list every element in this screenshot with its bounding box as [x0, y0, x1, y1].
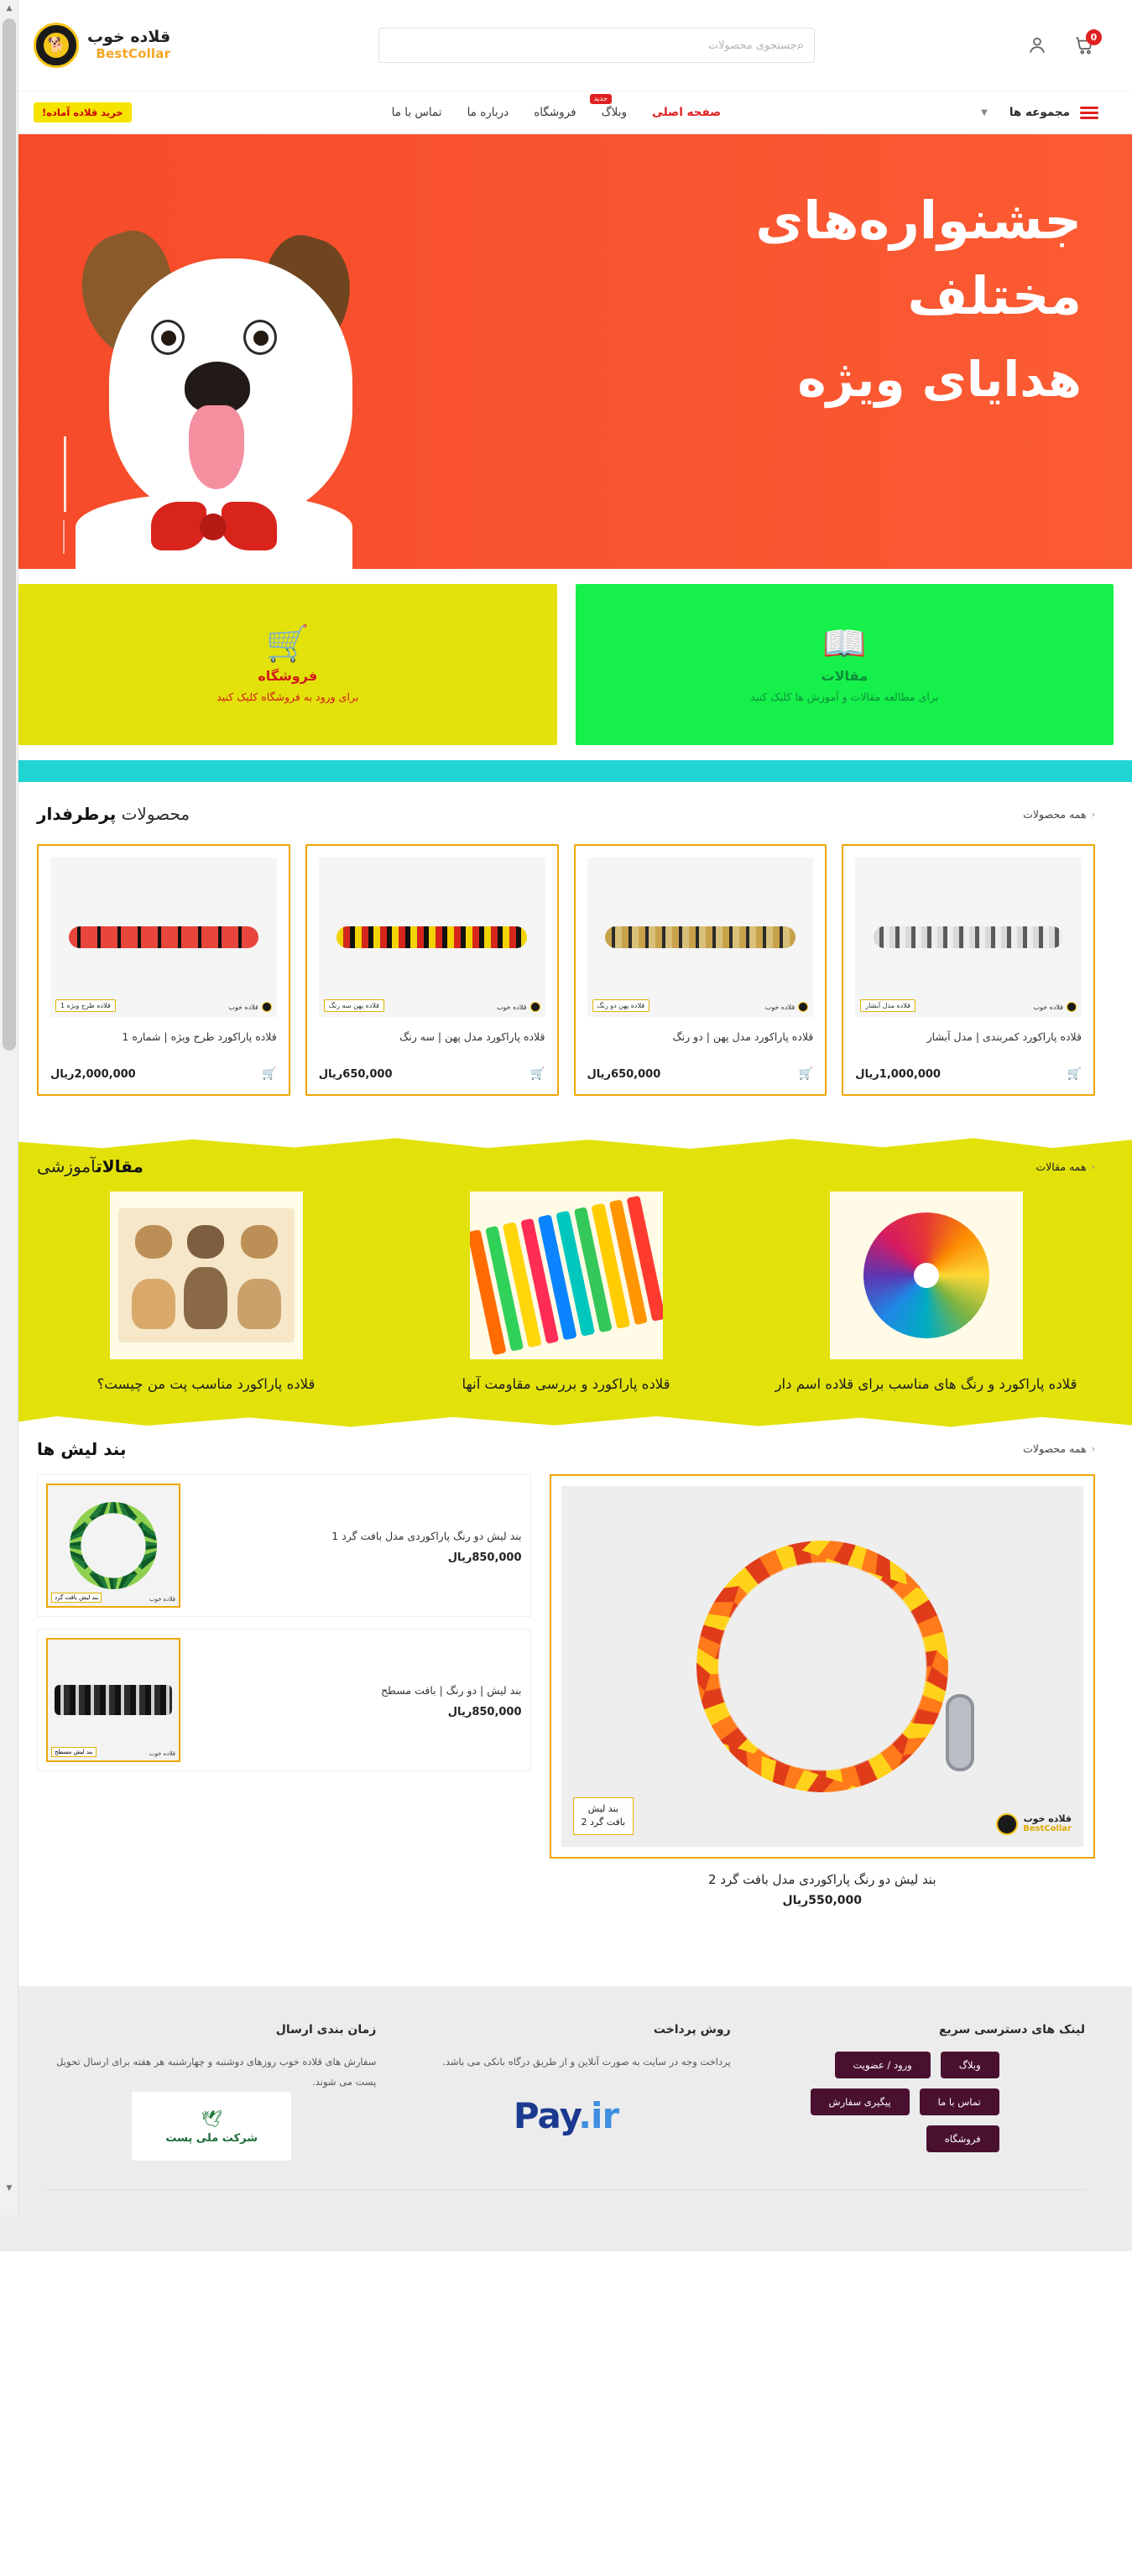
- quick-link-login[interactable]: ورود / عضویت: [835, 2052, 931, 2078]
- article-title: قلاده پاراکورد و بررسی مقاومت آنها: [462, 1376, 670, 1392]
- product-tag: قلاده پهن سه رنگ: [324, 999, 384, 1012]
- band-top-edge: [0, 1134, 1132, 1149]
- leash-featured-price: 550,000ریال: [782, 1893, 863, 1907]
- brand-name-fa: قلاده خوب: [87, 28, 171, 47]
- footer-bottom-bar: [47, 2189, 1085, 2228]
- main-navigation: [0, 91, 1132, 134]
- watermark-en: BestCollar: [1023, 1824, 1072, 1834]
- cyan-divider: [0, 760, 1132, 782]
- footer-curve: [0, 1958, 1132, 1986]
- hero-dog-image: [50, 175, 487, 569]
- see-all-articles-label: همه مقالات: [1035, 1160, 1087, 1173]
- user-icon: [1026, 34, 1048, 56]
- article-title: قلاده پاراکورد و رنگ های مناسب برای قلاده اسم دار: [775, 1376, 1077, 1392]
- scroll-up-icon[interactable]: ▲: [6, 4, 13, 13]
- leash-section-title: [37, 1439, 126, 1459]
- leash-tag-line2: بافت گرد 2: [581, 1817, 626, 1828]
- see-all-articles-link[interactable]: [1035, 1160, 1095, 1173]
- open-book-icon: 📖: [822, 623, 867, 664]
- payment-title: روش پرداخت: [653, 2022, 731, 2036]
- hero-line-2: مختلف: [907, 264, 1082, 326]
- add-to-cart-icon[interactable]: 🛒: [530, 1067, 545, 1081]
- chevron-left-icon: ‹: [1091, 808, 1095, 820]
- quick-link-blog[interactable]: وبلاگ: [941, 2052, 999, 2078]
- nav-new-badge: جدید: [590, 94, 613, 104]
- promo-articles-title: مقالات: [821, 668, 868, 684]
- product-name: قلاده پاراکورد مدل پهن | دو رنگ: [672, 1030, 814, 1043]
- dog-logo-icon: 🐕: [34, 23, 79, 68]
- leash-featured-caption: [550, 1872, 1095, 1907]
- leash-list-item[interactable]: [37, 1629, 531, 1771]
- dogs-illustration: [118, 1208, 295, 1343]
- leash-featured-image: [561, 1486, 1083, 1847]
- footer-shipping: [47, 2023, 376, 2161]
- product-card[interactable]: [305, 844, 559, 1096]
- see-all-products-link[interactable]: [1023, 808, 1095, 821]
- ready-collar-cta[interactable]: خرید قلاده آماده!: [34, 102, 132, 123]
- product-card[interactable]: [37, 844, 290, 1096]
- brand-logo-block[interactable]: [34, 23, 170, 68]
- quick-link-order-tracking[interactable]: پیگیری سفارش: [811, 2088, 910, 2115]
- article-image: [470, 1192, 663, 1359]
- quick-links-list: [756, 2052, 999, 2152]
- payir-logo[interactable]: [401, 2095, 730, 2136]
- product-price: 650,000ریال: [318, 1067, 393, 1081]
- quick-link-shop[interactable]: فروشگاه: [926, 2125, 999, 2152]
- shopping-cart-icon: 🛒: [265, 623, 310, 664]
- nav-item-blog-label: وبلاگ: [601, 106, 627, 119]
- product-watermark: قلاده خوب: [497, 1002, 540, 1012]
- leash-item-price: 850,000ریال: [447, 1706, 522, 1718]
- article-title: قلاده پاراکورد مناسب پت من چیست؟: [97, 1376, 316, 1392]
- articles-grid: [37, 1192, 1095, 1397]
- leash-item-watermark: قلاده خوب: [149, 1595, 175, 1603]
- product-card[interactable]: [574, 844, 827, 1096]
- promo-articles[interactable]: [576, 584, 1114, 745]
- mega-menu-button[interactable]: [981, 106, 1098, 119]
- hamburger-icon: [1080, 107, 1098, 119]
- add-to-cart-icon[interactable]: 🛒: [262, 1067, 277, 1081]
- article-card[interactable]: [757, 1192, 1095, 1397]
- black-flat-leash-graphic: [55, 1685, 172, 1715]
- account-button[interactable]: [1023, 31, 1051, 60]
- product-watermark: قلاده خوب: [765, 1002, 809, 1012]
- popular-title-bold: پرطرفدار: [37, 804, 117, 824]
- articles-title-bold: مقالات: [96, 1156, 143, 1176]
- cart-button[interactable]: [1070, 31, 1098, 60]
- leash-title-text: بند لیش ها: [37, 1438, 127, 1459]
- leash-item-name: بند لیش | دو رنگ | بافت مسطح: [380, 1683, 522, 1697]
- post-bird-icon: 🕊: [201, 2108, 222, 2129]
- footer-quick-links: [756, 2023, 1085, 2161]
- payir-logo-suffix: .ir: [578, 2095, 619, 2137]
- see-all-products-label: همه محصولات: [1023, 807, 1087, 821]
- post-logo-text: شرکت ملی پست: [165, 2131, 258, 2145]
- see-all-leash-link[interactable]: [1023, 1442, 1095, 1455]
- leash-clip-graphic: [946, 1694, 974, 1771]
- payir-logo-main: Pay: [513, 2095, 579, 2137]
- product-tag: قلاده پهن دو رنگ: [592, 999, 650, 1012]
- article-card[interactable]: [397, 1192, 735, 1397]
- leash-featured-frame: [550, 1474, 1095, 1859]
- leash-tag-line1: بند لیش: [587, 1802, 619, 1814]
- leash-item-tag: بند لیش مسطح: [51, 1747, 97, 1757]
- leash-featured-name: بند لیش دو رنگ پاراکوردی مدل بافت گرد 2: [708, 1871, 936, 1887]
- shipping-title: زمان بندی ارسال: [275, 2022, 377, 2036]
- leash-item-meta: [192, 1682, 522, 1718]
- product-grid: [0, 832, 1132, 1126]
- nav-item-shop[interactable]: فروشگاه: [534, 106, 576, 119]
- add-to-cart-icon[interactable]: 🛒: [798, 1067, 814, 1081]
- nav-item-blog[interactable]: [593, 95, 627, 119]
- popular-title-plain: محصولات: [116, 804, 190, 824]
- leash-featured-card[interactable]: [550, 1474, 1095, 1907]
- product-name: قلاده پاراکورد کمربندی | مدل آبشار: [926, 1030, 1082, 1043]
- leash-item-image: [46, 1638, 180, 1762]
- hero-text: [755, 183, 1082, 415]
- post-company-logo: [132, 2092, 291, 2161]
- chevron-left-icon: ‹: [1091, 1160, 1095, 1172]
- payment-text: پرداخت وجه در سایت به صورت آنلاین و از طریق درگاه بانکی می باشد.: [442, 2055, 731, 2068]
- quick-link-contact[interactable]: تماس با ما: [920, 2088, 999, 2115]
- promo-articles-subtitle: برای مطالعه مقالات و آموزش ها کلیک کنید: [750, 691, 939, 703]
- product-watermark: قلاده خوب: [1033, 1002, 1077, 1012]
- product-name: قلاده پاراکورد طرح ویژه | شماره 1: [122, 1030, 277, 1043]
- quick-links-title: لینک های دسترسی سریع: [938, 2022, 1085, 2036]
- see-all-leash-label: همه محصولات: [1023, 1442, 1087, 1456]
- brand-text: [87, 29, 170, 61]
- product-price: 2,000,000ریال: [50, 1067, 136, 1081]
- product-tag: قلاده طرح ویژه 1: [55, 999, 116, 1012]
- promo-shop-subtitle: برای ورود به فروشگاه کلیک کنید: [216, 691, 359, 703]
- product-watermark: قلاده خوب: [228, 1002, 272, 1012]
- leash-featured-watermark: [996, 1813, 1072, 1835]
- scroll-down-icon[interactable]: ▼: [6, 2184, 13, 2193]
- nav-item-contact[interactable]: تماس با ما: [391, 106, 442, 119]
- chevron-left-icon: ‹: [1091, 1443, 1095, 1455]
- hero-line-1: جشنواره‌های: [755, 190, 1082, 251]
- leash-featured-tag: [573, 1797, 634, 1835]
- brand-name-en: BestCollar: [96, 46, 171, 62]
- leash-item-price: 850,000ریال: [447, 1551, 522, 1564]
- product-price: 650,000ریال: [587, 1067, 661, 1081]
- nav-item-home[interactable]: صفحه اصلی: [652, 106, 722, 119]
- footer-columns: [47, 2023, 1085, 2161]
- product-card[interactable]: [842, 844, 1095, 1096]
- search-box[interactable]: [378, 28, 815, 63]
- cart-count-badge: 0: [1086, 29, 1102, 45]
- braided-leash-graphic: [664, 1508, 981, 1825]
- site-footer: [0, 1986, 1132, 2251]
- product-image: [319, 858, 545, 1017]
- popular-products-header: [0, 782, 1132, 832]
- color-wheel-graphic: [863, 1212, 989, 1338]
- leash-grid: [0, 1459, 1132, 1958]
- articles-title-plain: آموزشی: [37, 1156, 97, 1176]
- product-price: 1,000,000ریال: [855, 1067, 941, 1081]
- article-image: [830, 1192, 1023, 1359]
- promo-shop[interactable]: [18, 584, 557, 745]
- product-tag: قلاده مدل آبشار: [860, 999, 916, 1012]
- articles-title: [37, 1156, 143, 1176]
- article-image: [110, 1192, 303, 1359]
- band-bottom-edge: [0, 1416, 1132, 1431]
- header-actions: [1023, 31, 1098, 60]
- paracord-strands-graphic: [470, 1196, 663, 1355]
- add-to-cart-icon[interactable]: 🛒: [1067, 1067, 1082, 1081]
- promo-row: [0, 569, 1132, 745]
- product-image: [855, 858, 1082, 1017]
- popular-products-title: [37, 804, 190, 824]
- article-card[interactable]: [37, 1192, 375, 1397]
- product-image: [587, 858, 814, 1017]
- search-input[interactable]: [389, 39, 797, 52]
- leash-item-meta: [192, 1527, 522, 1564]
- scrollbar-thumb[interactable]: [3, 18, 16, 1051]
- green-coiled-leash-graphic: [70, 1502, 157, 1589]
- nav-links: [391, 95, 722, 119]
- hero-line-3: هدایای ویژه: [797, 350, 1082, 408]
- leash-item-watermark: قلاده خوب: [149, 1749, 175, 1757]
- watermark-fa: قلاده خوب: [1023, 1812, 1072, 1824]
- product-name: قلاده پاراکورد مدل پهن | سه رنگ: [399, 1030, 545, 1043]
- leash-list: [37, 1474, 531, 1907]
- leash-item-image: [46, 1484, 180, 1608]
- leash-list-item[interactable]: [37, 1474, 531, 1617]
- leash-section-header: [0, 1431, 1132, 1459]
- leash-item-name: بند لیش دو رنگ پاراکوردی مدل بافت گرد 1: [331, 1529, 522, 1542]
- mega-menu-label: مجموعه ها: [1009, 106, 1070, 119]
- footer-payment: [401, 2023, 730, 2161]
- hero-banner[interactable]: [0, 134, 1132, 569]
- page-scrollbar[interactable]: [0, 0, 18, 2215]
- nav-item-about[interactable]: درباره ما: [467, 106, 509, 119]
- articles-header: [37, 1156, 1095, 1192]
- chevron-down-icon: ▼: [981, 107, 988, 117]
- product-image: [50, 858, 277, 1017]
- articles-section: [0, 1134, 1132, 1431]
- shipping-text: سفارش های قلاده خوب روزهای دوشنبه و چهارشنبه هر هفته برای ارسال تحویل پست می شوند.: [56, 2055, 377, 2088]
- promo-shop-title: فروشگاه: [258, 668, 318, 684]
- dog-logo-icon: [996, 1813, 1018, 1835]
- leash-item-tag: بند لیش بافت گرد: [51, 1593, 102, 1603]
- site-header: [0, 0, 1132, 91]
- search-icon: ⌕: [796, 38, 805, 53]
